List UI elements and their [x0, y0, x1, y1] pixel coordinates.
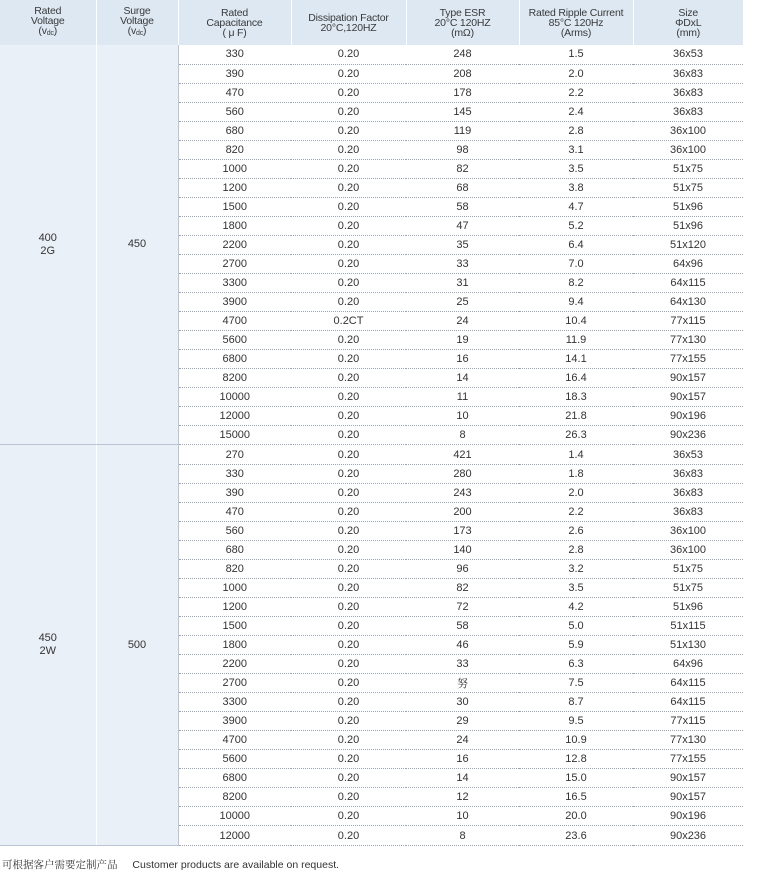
header-dissipation-factor: Dissipation Factor 20°C,120HZ [291, 0, 406, 45]
cell-esr: 200 [406, 502, 519, 521]
cell-capacitance: 4700 [178, 312, 291, 331]
cell-ripple-current: 3.2 [519, 559, 633, 578]
cell-esr: 173 [406, 521, 519, 540]
cell-capacitance: 1800 [178, 216, 291, 235]
cell-ripple-current: 26.3 [519, 426, 633, 445]
cell-dissipation-factor: 0.20 [291, 521, 406, 540]
cell-capacitance: 470 [178, 83, 291, 102]
cell-capacitance: 12000 [178, 826, 291, 846]
cell-size: 51x115 [633, 616, 743, 635]
cell-ripple-current: 1.4 [519, 445, 633, 464]
cell-dissipation-factor: 0.20 [291, 102, 406, 121]
cell-capacitance: 1500 [178, 197, 291, 216]
cell-ripple-current: 6.3 [519, 655, 633, 674]
cell-dissipation-factor: 0.20 [291, 655, 406, 674]
cell-size: 77x155 [633, 350, 743, 369]
cell-dissipation-factor: 0.20 [291, 64, 406, 83]
cell-esr: 16 [406, 350, 519, 369]
cell-ripple-current: 5.9 [519, 635, 633, 654]
cell-dissipation-factor: 0.20 [291, 159, 406, 178]
cell-esr: 68 [406, 178, 519, 197]
surge-voltage-group [96, 45, 178, 445]
cell-size: 51x75 [633, 578, 743, 597]
cell-esr: 12 [406, 788, 519, 807]
cell-size: 64x115 [633, 693, 743, 712]
cell-dissipation-factor: 0.20 [291, 121, 406, 140]
cell-dissipation-factor: 0.20 [291, 407, 406, 426]
cell-dissipation-factor: 0.20 [291, 293, 406, 312]
cell-esr: 243 [406, 483, 519, 502]
cell-esr: 16 [406, 750, 519, 769]
cell-capacitance: 6800 [178, 769, 291, 788]
cell-esr: 14 [406, 769, 519, 788]
cell-ripple-current: 1.5 [519, 45, 633, 64]
cell-dissipation-factor: 0.20 [291, 197, 406, 216]
cell-capacitance: 8200 [178, 788, 291, 807]
cell-dissipation-factor: 0.20 [291, 483, 406, 502]
cell-ripple-current: 14.1 [519, 350, 633, 369]
cell-dissipation-factor: 0.2CT [291, 312, 406, 331]
cell-ripple-current: 2.2 [519, 502, 633, 521]
cell-size: 90x236 [633, 426, 743, 445]
rated-voltage-group [0, 45, 96, 445]
cell-size: 77x115 [633, 312, 743, 331]
cell-ripple-current: 5.2 [519, 216, 633, 235]
cell-dissipation-factor: 0.20 [291, 235, 406, 254]
cell-dissipation-factor: 0.20 [291, 83, 406, 102]
rated-voltage-value: 450 [38, 632, 57, 645]
cell-size: 36x100 [633, 140, 743, 159]
cell-esr: 248 [406, 45, 519, 64]
cell-ripple-current: 11.9 [519, 331, 633, 350]
header-esr: Type ESR 20°C 120HZ (mΩ) [406, 0, 519, 45]
cell-capacitance: 560 [178, 102, 291, 121]
cell-ripple-current: 2.6 [519, 521, 633, 540]
cell-dissipation-factor: 0.20 [291, 350, 406, 369]
cell-capacitance: 560 [178, 521, 291, 540]
cell-esr: 14 [406, 369, 519, 388]
cell-dissipation-factor: 0.20 [291, 616, 406, 635]
cell-size: 51x75 [633, 178, 743, 197]
cell-esr: 35 [406, 235, 519, 254]
cell-esr: 10 [406, 407, 519, 426]
cell-ripple-current: 8.7 [519, 693, 633, 712]
cell-size: 77x115 [633, 712, 743, 731]
footnote-chinese: 可根据客户需要定制产品 [2, 859, 118, 871]
cell-size: 90x196 [633, 407, 743, 426]
rated-voltage-value: 400 [38, 231, 57, 244]
cell-esr: 8 [406, 426, 519, 445]
cell-dissipation-factor: 0.20 [291, 255, 406, 274]
table-row [0, 445, 743, 464]
cell-esr: 98 [406, 140, 519, 159]
cell-ripple-current: 9.5 [519, 712, 633, 731]
cell-size: 51x75 [633, 159, 743, 178]
header-size: Size ΦDxL (mm) [633, 0, 743, 45]
cell-capacitance: 680 [178, 540, 291, 559]
cell-capacitance: 1200 [178, 597, 291, 616]
header-capacitance: Rated Capacitance ( μ F) [178, 0, 291, 45]
cell-capacitance: 3900 [178, 293, 291, 312]
cell-ripple-current: 16.4 [519, 369, 633, 388]
cell-size: 36x100 [633, 521, 743, 540]
cell-esr: 29 [406, 712, 519, 731]
cell-ripple-current: 18.3 [519, 388, 633, 407]
cell-size: 77x155 [633, 750, 743, 769]
voltage-code: 2W [39, 645, 56, 658]
cell-dissipation-factor: 0.20 [291, 331, 406, 350]
cell-capacitance: 10000 [178, 807, 291, 826]
cell-ripple-current: 21.8 [519, 407, 633, 426]
cell-capacitance: 270 [178, 445, 291, 464]
cell-size: 36x83 [633, 483, 743, 502]
cell-capacitance: 1000 [178, 578, 291, 597]
cell-size: 64x96 [633, 255, 743, 274]
cell-esr: 10 [406, 807, 519, 826]
cell-ripple-current: 5.0 [519, 616, 633, 635]
cell-dissipation-factor: 0.20 [291, 502, 406, 521]
cell-capacitance: 5600 [178, 750, 291, 769]
cell-size: 36x53 [633, 45, 743, 64]
cell-dissipation-factor: 0.20 [291, 369, 406, 388]
cell-esr: 24 [406, 731, 519, 750]
cell-size: 90x157 [633, 788, 743, 807]
cell-ripple-current: 1.8 [519, 464, 633, 483]
cell-ripple-current: 4.7 [519, 197, 633, 216]
cell-dissipation-factor: 0.20 [291, 559, 406, 578]
cell-ripple-current: 9.4 [519, 293, 633, 312]
surge-voltage-group [96, 445, 178, 846]
cell-ripple-current: 6.4 [519, 235, 633, 254]
cell-capacitance: 390 [178, 483, 291, 502]
cell-capacitance: 330 [178, 45, 291, 64]
cell-ripple-current: 20.0 [519, 807, 633, 826]
cell-capacitance: 680 [178, 121, 291, 140]
cell-dissipation-factor: 0.20 [291, 178, 406, 197]
cell-size: 64x96 [633, 655, 743, 674]
cell-esr: 119 [406, 121, 519, 140]
cell-esr: 33 [406, 255, 519, 274]
cell-ripple-current: 2.2 [519, 83, 633, 102]
cell-esr: 96 [406, 559, 519, 578]
cell-esr: 努 [406, 674, 519, 693]
cell-capacitance: 820 [178, 140, 291, 159]
cell-esr: 280 [406, 464, 519, 483]
cell-size: 51x96 [633, 597, 743, 616]
cell-capacitance: 4700 [178, 731, 291, 750]
cell-capacitance: 1500 [178, 616, 291, 635]
footnote [2, 857, 339, 872]
cell-ripple-current: 3.5 [519, 159, 633, 178]
cell-esr: 72 [406, 597, 519, 616]
cell-size: 36x83 [633, 464, 743, 483]
cell-dissipation-factor: 0.20 [291, 807, 406, 826]
cell-size: 51x96 [633, 197, 743, 216]
cell-capacitance: 1800 [178, 635, 291, 654]
cell-capacitance: 12000 [178, 407, 291, 426]
cell-ripple-current: 3.5 [519, 578, 633, 597]
cell-size: 90x157 [633, 369, 743, 388]
cell-size: 36x100 [633, 121, 743, 140]
cell-capacitance: 2700 [178, 255, 291, 274]
cell-dissipation-factor: 0.20 [291, 388, 406, 407]
cell-capacitance: 1200 [178, 178, 291, 197]
cell-esr: 82 [406, 578, 519, 597]
cell-ripple-current: 3.1 [519, 140, 633, 159]
cell-esr: 11 [406, 388, 519, 407]
cell-size: 77x130 [633, 331, 743, 350]
cell-ripple-current: 23.6 [519, 826, 633, 846]
cell-dissipation-factor: 0.20 [291, 540, 406, 559]
cell-esr: 145 [406, 102, 519, 121]
header-surge-voltage: Surge Voltage $(v_{dc})$ [96, 0, 178, 45]
cell-size: 90x157 [633, 769, 743, 788]
cell-esr: 58 [406, 197, 519, 216]
cell-capacitance: 6800 [178, 350, 291, 369]
cell-esr: 8 [406, 826, 519, 846]
cell-size: 64x115 [633, 674, 743, 693]
cell-ripple-current: 15.0 [519, 769, 633, 788]
cell-capacitance: 3900 [178, 712, 291, 731]
cell-size: 77x130 [633, 731, 743, 750]
cell-size: 90x196 [633, 807, 743, 826]
cell-ripple-current: 2.8 [519, 540, 633, 559]
cell-ripple-current: 10.9 [519, 731, 633, 750]
cell-capacitance: 2200 [178, 235, 291, 254]
surge-voltage-value: 500 [127, 638, 147, 651]
cell-dissipation-factor: 0.20 [291, 464, 406, 483]
cell-dissipation-factor: 0.20 [291, 826, 406, 846]
surge-voltage-value: 450 [127, 238, 147, 251]
cell-ripple-current: 2.4 [519, 102, 633, 121]
header-ripple-current: Rated Ripple Current 85°C 120Hz (Arms) [519, 0, 633, 45]
cell-dissipation-factor: 0.20 [291, 693, 406, 712]
cell-esr: 31 [406, 274, 519, 293]
cell-esr: 208 [406, 64, 519, 83]
cell-capacitance: 2700 [178, 674, 291, 693]
cell-dissipation-factor: 0.20 [291, 426, 406, 445]
footnote-english: Customer products are available on request. [132, 859, 340, 871]
cell-capacitance: 390 [178, 64, 291, 83]
cell-size: 64x115 [633, 274, 743, 293]
cell-ripple-current: 3.8 [519, 178, 633, 197]
cell-esr: 33 [406, 655, 519, 674]
cell-esr: 47 [406, 216, 519, 235]
cell-ripple-current: 4.2 [519, 597, 633, 616]
cell-dissipation-factor: 0.20 [291, 635, 406, 654]
cell-esr: 82 [406, 159, 519, 178]
cell-capacitance: 1000 [178, 159, 291, 178]
table-body [0, 45, 743, 846]
cell-esr: 58 [406, 616, 519, 635]
cell-capacitance: 10000 [178, 388, 291, 407]
cell-size: 64x130 [633, 293, 743, 312]
header-row [0, 0, 743, 45]
cell-size: 36x83 [633, 102, 743, 121]
table-row [0, 45, 743, 64]
cell-dissipation-factor: 0.20 [291, 597, 406, 616]
cell-dissipation-factor: 0.20 [291, 274, 406, 293]
cell-size: 36x83 [633, 83, 743, 102]
cell-dissipation-factor: 0.20 [291, 45, 406, 64]
cell-esr: 421 [406, 445, 519, 464]
cell-capacitance: 470 [178, 502, 291, 521]
cell-dissipation-factor: 0.20 [291, 674, 406, 693]
cell-esr: 178 [406, 83, 519, 102]
voltage-code: 2G [40, 244, 56, 257]
cell-capacitance: 820 [178, 559, 291, 578]
cell-capacitance: 3300 [178, 693, 291, 712]
cell-esr: 30 [406, 693, 519, 712]
cell-dissipation-factor: 0.20 [291, 788, 406, 807]
cell-size: 51x96 [633, 216, 743, 235]
cell-dissipation-factor: 0.20 [291, 731, 406, 750]
table-header [0, 0, 743, 45]
cell-size: 36x100 [633, 540, 743, 559]
cell-capacitance: 15000 [178, 426, 291, 445]
cell-size: 51x120 [633, 235, 743, 254]
cell-dissipation-factor: 0.20 [291, 140, 406, 159]
cell-dissipation-factor: 0.20 [291, 445, 406, 464]
cell-size: 36x83 [633, 502, 743, 521]
cell-ripple-current: 8.2 [519, 274, 633, 293]
cell-size: 36x53 [633, 445, 743, 464]
cell-dissipation-factor: 0.20 [291, 712, 406, 731]
cell-ripple-current: 12.8 [519, 750, 633, 769]
rated-voltage-group [0, 445, 96, 846]
cell-dissipation-factor: 0.20 [291, 216, 406, 235]
cell-ripple-current: 2.0 [519, 64, 633, 83]
header-rated-voltage: Rated Voltage $(v_{dc})$ [0, 0, 96, 45]
cell-esr: 24 [406, 312, 519, 331]
cell-ripple-current: 2.0 [519, 483, 633, 502]
cell-size: 90x236 [633, 826, 743, 846]
cell-dissipation-factor: 0.20 [291, 769, 406, 788]
cell-size: 36x83 [633, 64, 743, 83]
cell-esr: 25 [406, 293, 519, 312]
cell-capacitance: 3300 [178, 274, 291, 293]
cell-size: 51x130 [633, 635, 743, 654]
cell-ripple-current: 7.5 [519, 674, 633, 693]
cell-esr: 46 [406, 635, 519, 654]
cell-esr: 19 [406, 331, 519, 350]
cell-ripple-current: 7.0 [519, 255, 633, 274]
cell-ripple-current: 10.4 [519, 312, 633, 331]
cell-capacitance: 5600 [178, 331, 291, 350]
cell-capacitance: 330 [178, 464, 291, 483]
cell-ripple-current: 2.8 [519, 121, 633, 140]
cell-dissipation-factor: 0.20 [291, 578, 406, 597]
cell-dissipation-factor: 0.20 [291, 750, 406, 769]
cell-capacitance: 8200 [178, 369, 291, 388]
cell-esr: 140 [406, 540, 519, 559]
cell-size: 51x75 [633, 559, 743, 578]
cell-ripple-current: 16.5 [519, 788, 633, 807]
cell-capacitance: 2200 [178, 655, 291, 674]
cell-size: 90x157 [633, 388, 743, 407]
